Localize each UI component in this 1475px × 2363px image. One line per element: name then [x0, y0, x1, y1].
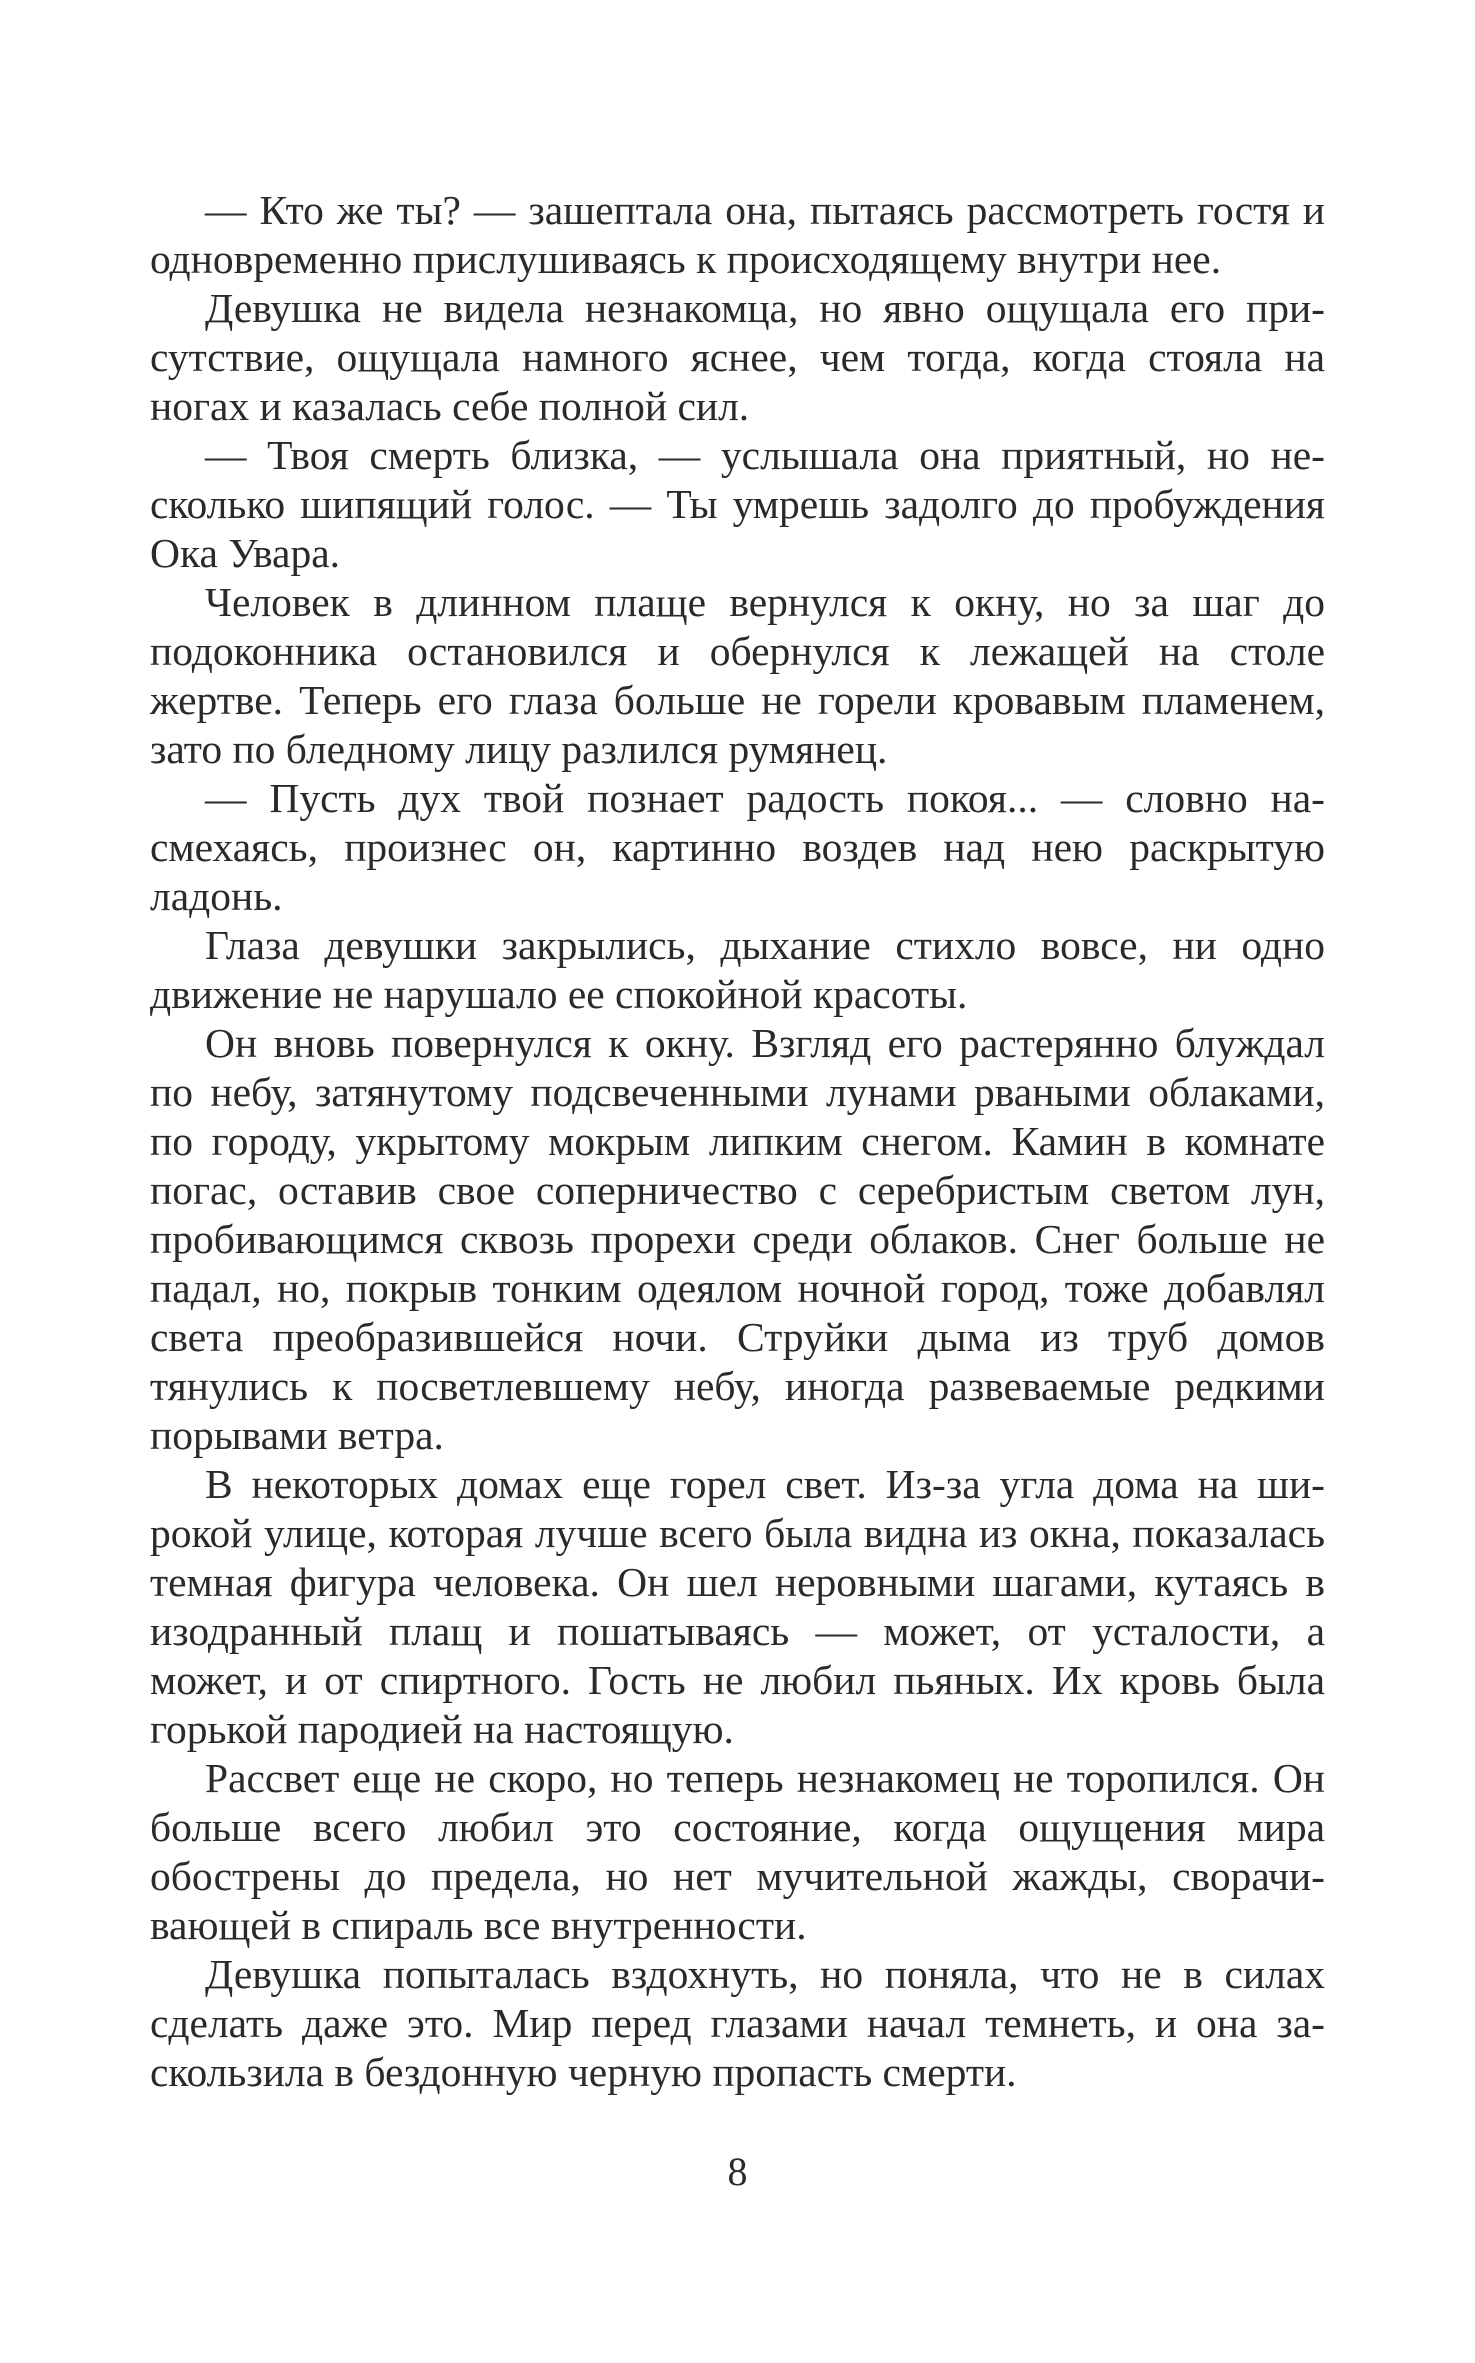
paragraph: Человек в длинном плаще вернулся к окну, но за шаг до подоконника остановился и обернулся к лежащей на столе жертве. Теперь его глаза больше не горели кровавым пламенем, зато по бледному лицу разлился румянец. — [150, 579, 1325, 772]
paragraph: Девушка попыталась вздохнуть, но поняла, что не в силах сделать даже это. Мир перед глазами начал темнеть, и она заскользила в бездонную черную пропасть смерти. — [150, 1951, 1325, 2095]
paragraph: — Пусть дух твой познает радость покоя... — словно насмехаясь, произнес он, картинно воздев над нею раскрытую ладонь. — [150, 775, 1325, 919]
page-number: 8 — [727, 2149, 748, 2194]
paragraph: — Твоя смерть близка, — услышала она приятный, но несколько шипящий голос. — Ты умрешь задолго до пробуждения Ока Увара. — [150, 432, 1325, 576]
page-body — [150, 186, 1325, 2097]
paragraph: Он вновь повернулся к окну. Взгляд его растерянно блуждал по небу, затянутому подсвеченными лунами рваными облаками, по городу, укрытому мокрым липким снегом. Камин в комнате погас, оставив свое соперничество с серебристым светом лун, пробивающимся сквозь прорехи среди облаков. Снег больше не падал, но, покрыв тонким одеялом ночной город, тоже добавлял света преобразившейся ночи. Струйки дыма из труб домов тянулись к посветлевшему небу, иногда развеваемые редкими порывами ветра. — [150, 1020, 1325, 1458]
paragraph: — Кто же ты? — зашептала она, пытаясь рассмотреть гостя и одновременно прислушиваясь к происходящему внутри нее. — [150, 187, 1325, 282]
paragraph: В некоторых домах еще горел свет. Из-за угла дома на широкой улице, которая лучше всего была видна из окна, показалась темная фигура человека. Он шел неровными шагами, кутаясь в изодранный плащ и пошатываясь — может, от усталости, а может, и от спиртного. Гость не любил пьяных. Их кровь была горькой пародией на настоящую. — [150, 1461, 1325, 1752]
paragraph: Рассвет еще не скоро, но теперь незнакомец не торопился. Он больше всего любил это состояние, когда ощущения мира обострены до предела, но нет мучительной жажды, сворачивающей в спираль все внутренности. — [150, 1755, 1325, 1948]
paragraph: Глаза девушки закрылись, дыхание стихло вовсе, ни одно движение не нарушало ее спокойной красоты. — [150, 922, 1325, 1017]
paragraph: Девушка не видела незнакомца, но явно ощущала его присутствие, ощущала намного яснее, чем тогда, когда стояла на ногах и казалась себе полной сил. — [150, 285, 1325, 429]
